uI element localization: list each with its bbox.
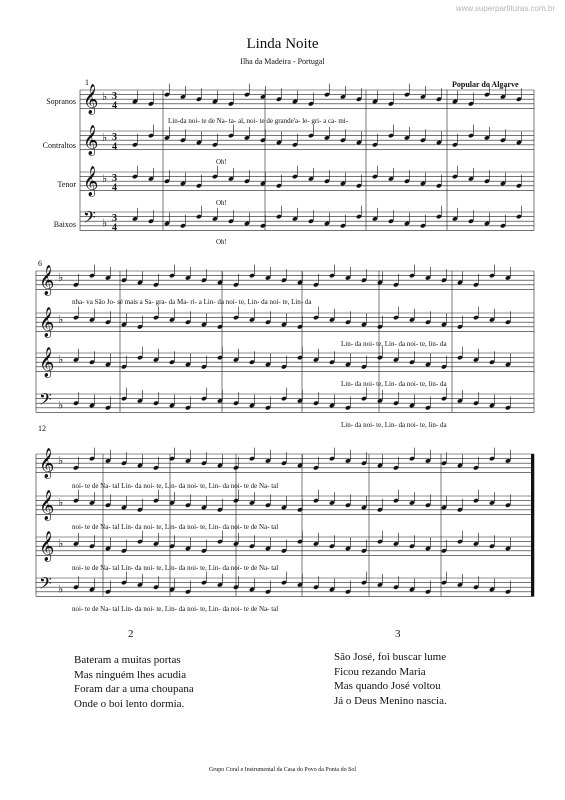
bass-clef-icon: 𝄢 xyxy=(39,572,52,597)
part-label-baixos: Baixos xyxy=(53,220,76,229)
time-signature-bottom: 4 xyxy=(112,222,117,234)
lyrics-system3-contraltos: noi- te de Na- tal Lin- da noi- te, Lin- da noi- te, Lin- da noi- te de Na- tal xyxy=(72,523,279,531)
score-title: Linda Noite xyxy=(246,36,319,52)
stanza-line: Foram dar a uma choupana xyxy=(74,683,194,696)
stanza-line: Mas ninguém lhes acudia xyxy=(74,668,187,681)
measure-number: 6 xyxy=(38,259,42,268)
stanza-line: Onde o boi lento dormia. xyxy=(74,697,185,710)
treble-clef-icon: 𝄞 xyxy=(83,125,99,156)
time-signature-top: 3 xyxy=(112,173,117,185)
stanza-line: Bateram a muitas portas xyxy=(74,654,181,666)
part-label-tenor: Tenor xyxy=(57,180,76,189)
oh-contraltos: Oh! xyxy=(216,158,227,166)
flat-icon: ♭ xyxy=(58,313,64,327)
flat-icon: ♭ xyxy=(58,271,64,285)
treble-clef-icon: 𝄞 xyxy=(83,166,99,197)
stanza-line: Mas quando José voltou xyxy=(334,680,441,693)
lyrics-system2-contraltos: Lin- da noi- te, Lin- da noi- te, lin- da xyxy=(341,340,447,348)
lyrics-system3-soprano: noi- te de Na- tal Lin- da noi- te, Lin- da noi- te, Lin- da noi- te de Na- tal xyxy=(72,482,279,490)
treble-clef-icon: 𝄞 xyxy=(83,84,99,115)
final-barline xyxy=(531,454,534,596)
lyrics-system2-baixos: Lin- da noi- te, Lin- da noi- te, lin- da xyxy=(341,421,447,429)
stanza-line: São José, foi buscar lume xyxy=(334,651,447,663)
oh-tenor: Oh! xyxy=(216,199,227,207)
treble-clef-icon: 𝄞 xyxy=(39,490,55,521)
treble-clef-icon: 𝄞 xyxy=(39,531,55,562)
flat-icon: ♭ xyxy=(58,353,64,367)
stanza-2 xyxy=(74,653,194,711)
footer-credit: Grupo Coral e Instrumental da Casa do Povo da Ponta do Sol xyxy=(208,767,357,773)
flat-icon: ♭ xyxy=(58,454,64,468)
flat-icon: ♭ xyxy=(102,90,108,104)
flat-icon: ♭ xyxy=(58,582,64,596)
lyrics-system3-baixos: noi- te de Na- tal Lin- da noi- te, Lin- da noi- te, Lin- da noi- te de Na- tal xyxy=(72,605,279,613)
time-signature-top: 3 xyxy=(112,213,117,225)
time-signature-top: 3 xyxy=(112,132,117,144)
time-signature-top: 3 xyxy=(112,91,117,103)
lyrics-system3-tenor: noi- te de Na- tal Lin- da noi- te, Lin- da noi- te, Lin- da noi- te de Na- tal xyxy=(72,564,279,572)
part-label-sopranos: Sopranos xyxy=(46,97,76,106)
stanza-line: Já o Deus Menino nascia. xyxy=(334,694,447,707)
lyrics-system1-soprano: Lin-da noi- te de Na- ta- al, noi- te de grande'a- le- gri- a ca- mi- xyxy=(168,117,349,125)
stanza-number: 2 xyxy=(128,628,134,640)
lyrics-system2-tenor: Lin- da noi- te, Lin- da noi- te, lin- da xyxy=(341,380,447,388)
flat-icon: ♭ xyxy=(58,496,64,510)
measure-number: 12 xyxy=(38,424,46,433)
stanza-number: 3 xyxy=(395,628,401,640)
flat-icon: ♭ xyxy=(58,398,64,412)
stanza-line: Ficou rezando Maria xyxy=(334,665,426,678)
time-signature-bottom: 4 xyxy=(112,100,117,112)
treble-clef-icon: 𝄞 xyxy=(39,307,55,338)
flat-icon: ♭ xyxy=(58,537,64,551)
bass-clef-icon: 𝄢 xyxy=(83,206,96,231)
treble-clef-icon: 𝄞 xyxy=(39,265,55,296)
measure-number: 1 xyxy=(85,78,89,87)
flat-icon: ♭ xyxy=(102,216,108,230)
time-signature-bottom: 4 xyxy=(112,182,117,194)
part-label-contraltos: Contraltos xyxy=(42,141,76,150)
treble-clef-icon: 𝄞 xyxy=(39,448,55,479)
bass-clef-icon: 𝄢 xyxy=(39,388,52,413)
watermark: www.superpartituras.com.br xyxy=(455,4,555,13)
lyrics-system2-soprano: nha- va São Jo- sé mais a Sa- gra- da Ma- ri- a Lin- da noi- te, Lin- da noi- te, Lin- da xyxy=(72,298,312,306)
flat-icon: ♭ xyxy=(102,172,108,186)
flat-icon: ♭ xyxy=(102,131,108,145)
score-subtitle: Ilha da Madeira - Portugal xyxy=(240,57,325,66)
composer-credit: Popular do Algarve xyxy=(452,80,519,89)
time-signature-bottom: 4 xyxy=(112,141,117,153)
treble-clef-icon: 𝄞 xyxy=(39,347,55,378)
stanza-3 xyxy=(334,650,447,708)
oh-baixos: Oh! xyxy=(216,238,227,246)
